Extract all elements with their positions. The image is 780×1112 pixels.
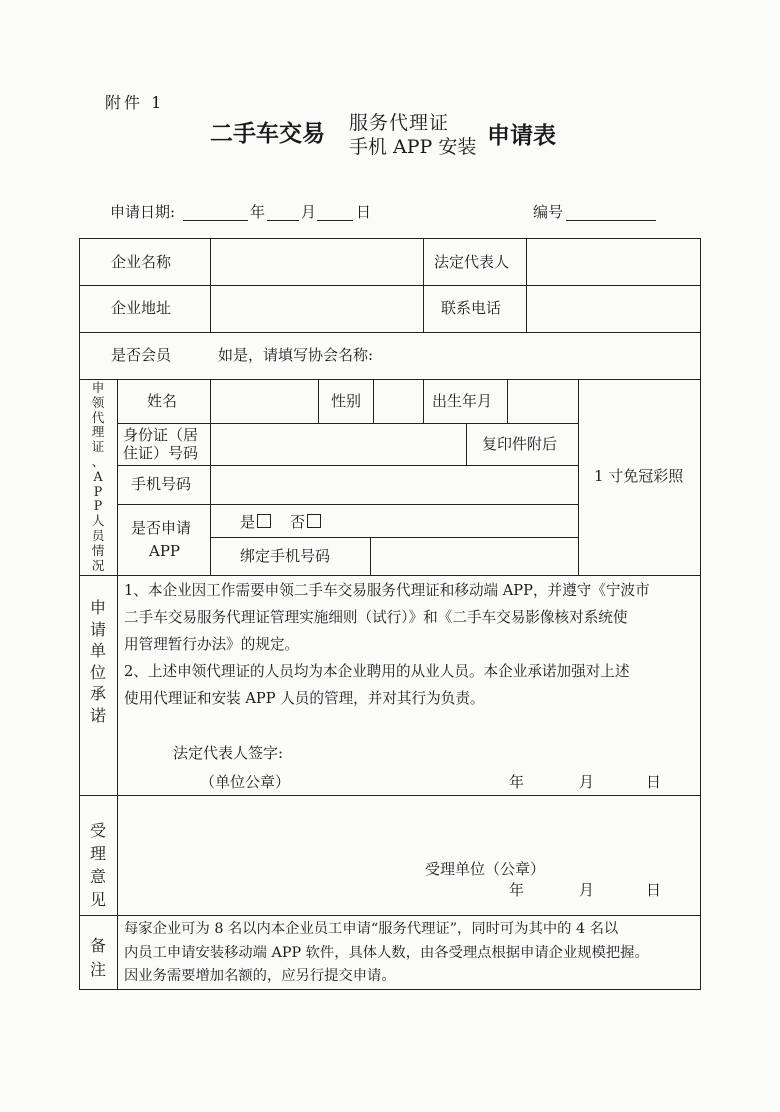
remarks-title-char: 注 — [89, 960, 106, 979]
commitment-text — [124, 577, 650, 712]
acceptance-date-year: 年 — [509, 881, 525, 899]
acceptance-section-title — [89, 819, 107, 911]
personnel-title-char: 理 — [91, 424, 105, 440]
apply-app-label-line2: APP — [149, 542, 181, 560]
id-number-label-line1: 身份证（居 — [123, 426, 199, 444]
acceptance-title-char: 理 — [89, 844, 106, 863]
personnel-title-char: 员 — [91, 527, 105, 543]
date-month-field[interactable] — [267, 220, 299, 221]
gender-field[interactable] — [375, 381, 421, 421]
app-no-label: 否 — [290, 513, 306, 531]
company-name-label: 企业名称 — [111, 253, 172, 271]
member-label: 是否会员 — [111, 346, 172, 364]
birth-date-label: 出生年月 — [432, 392, 493, 410]
remarks-line: 内员工申请安装移动端 APP 软件，具体人数，由各受理点根据申请企业规模把握。 — [124, 944, 649, 961]
personnel-section-title — [89, 381, 107, 573]
commitment-title-char: 单 — [89, 641, 106, 660]
commitment-title-char: 申 — [89, 598, 106, 617]
unit-seal-label: （单位公章） — [200, 773, 291, 791]
mobile-field[interactable] — [212, 467, 576, 502]
acceptance-opinion-field[interactable] — [119, 797, 699, 857]
legal-rep-label: 法定代表人 — [434, 253, 510, 271]
bind-phone-label: 绑定手机号码 — [240, 547, 331, 565]
number-label: 编号 — [533, 203, 564, 221]
personnel-title-char: P — [93, 498, 103, 514]
acceptance-title-char: 受 — [89, 821, 106, 840]
company-address-label: 企业地址 — [111, 299, 172, 317]
commitment-title-char: 诺 — [89, 705, 106, 725]
commitment-date-month: 月 — [579, 773, 595, 791]
commitment-line: 1、本企业因工作需要申领二手车交易服务代理证和移动端 APP，并遵守《宁波市 — [124, 582, 650, 599]
commitment-date-year: 年 — [509, 773, 525, 791]
acceptance-date-month: 月 — [579, 881, 595, 899]
form-title-main: 二手车交易 — [210, 120, 325, 147]
legal-rep-signature-label: 法定代表人签字: — [173, 744, 284, 762]
personnel-title-char: P — [93, 483, 103, 499]
remarks-title-char: 备 — [89, 936, 106, 955]
remarks-line: 因业务需要增加名额的，应另行提交申请。 — [124, 968, 396, 984]
form-title-alt-line2: 手机 APP 安装 — [349, 136, 477, 158]
id-number-field[interactable] — [212, 425, 464, 463]
commitment-line: 用管理暂行办法》的规定。 — [124, 636, 300, 653]
commitment-line: 2、上述申领代理证的人员均为本企业聘用的从业人员。本企业承诺加强对上述 — [124, 663, 630, 680]
personnel-title-char: 况 — [91, 557, 105, 573]
date-month-unit: 月 — [301, 203, 317, 221]
app-no-checkbox[interactable] — [307, 514, 321, 528]
date-year-unit: 年 — [250, 203, 266, 221]
personnel-title-char: 、 — [91, 453, 105, 469]
contact-phone-label: 联系电话 — [441, 299, 502, 317]
contact-phone-field[interactable] — [528, 287, 698, 331]
personnel-title-char: 证 — [91, 439, 105, 455]
remarks-section-title — [89, 934, 107, 982]
legal-rep-field[interactable] — [528, 240, 698, 284]
personnel-title-char: 代 — [91, 409, 105, 425]
commitment-title-char: 请 — [89, 619, 106, 639]
member-association-hint: 如是，请填写协会名称: — [218, 346, 374, 364]
company-address-field[interactable] — [212, 287, 421, 331]
personnel-title-char: 人 — [91, 513, 105, 529]
person-name-field[interactable] — [212, 381, 316, 421]
personnel-title-char: 申 — [91, 380, 105, 395]
acceptance-unit-label: 受理单位（公章） — [425, 860, 546, 878]
application-date-label: 申请日期: — [110, 203, 176, 221]
person-name-label: 姓名 — [147, 392, 178, 410]
app-yes-label: 是 — [240, 513, 256, 531]
form-title-suffix: 申请表 — [487, 122, 556, 149]
mobile-label: 手机号码 — [131, 475, 192, 493]
date-day-field[interactable] — [317, 220, 353, 221]
personnel-title-char: 情 — [91, 542, 105, 558]
annex-label: 附件 1 — [105, 93, 165, 112]
gender-label: 性别 — [331, 392, 362, 410]
commitment-date-day: 日 — [646, 773, 662, 791]
id-number-label-line2: 住证）号码 — [123, 444, 199, 462]
date-day-unit: 日 — [356, 203, 372, 221]
photo-placeholder-label: 1 寸免冠彩照 — [594, 467, 684, 485]
acceptance-title-char: 意 — [89, 867, 106, 886]
commitment-section-title — [89, 597, 107, 726]
personnel-title-char: A — [93, 468, 103, 484]
app-yes-option[interactable] — [240, 514, 271, 530]
commitment-title-char: 位 — [89, 662, 106, 682]
app-no-option[interactable] — [290, 514, 321, 530]
commitment-title-char: 承 — [89, 684, 106, 703]
remarks-text — [124, 918, 649, 989]
commitment-line: 二手车交易服务代理证管理实施细则（试行）》和《二手车交易影像核对系统使 — [124, 609, 628, 626]
bind-phone-field[interactable] — [372, 539, 576, 573]
personnel-title-char: 领 — [91, 394, 105, 410]
form-title-alt-line1: 服务代理证 — [349, 112, 450, 134]
remarks-line: 每家企业可为 8 名以内本企业员工申请“服务代理证”，同时可为其中的 4 名以 — [124, 921, 619, 937]
acceptance-title-char: 见 — [89, 890, 106, 909]
acceptance-date-day: 日 — [646, 881, 662, 899]
number-field[interactable] — [566, 220, 656, 221]
commitment-line: 使用代理证和安装 APP 人员的管理，并对其行为负责。 — [124, 690, 485, 707]
company-name-field[interactable] — [212, 240, 421, 284]
copy-attached-note: 复印件附后 — [482, 435, 558, 453]
apply-app-label-line1: 是否申请 — [131, 519, 192, 537]
birth-date-field[interactable] — [509, 381, 576, 421]
app-yes-checkbox[interactable] — [257, 514, 271, 528]
date-year-field[interactable] — [183, 220, 248, 221]
